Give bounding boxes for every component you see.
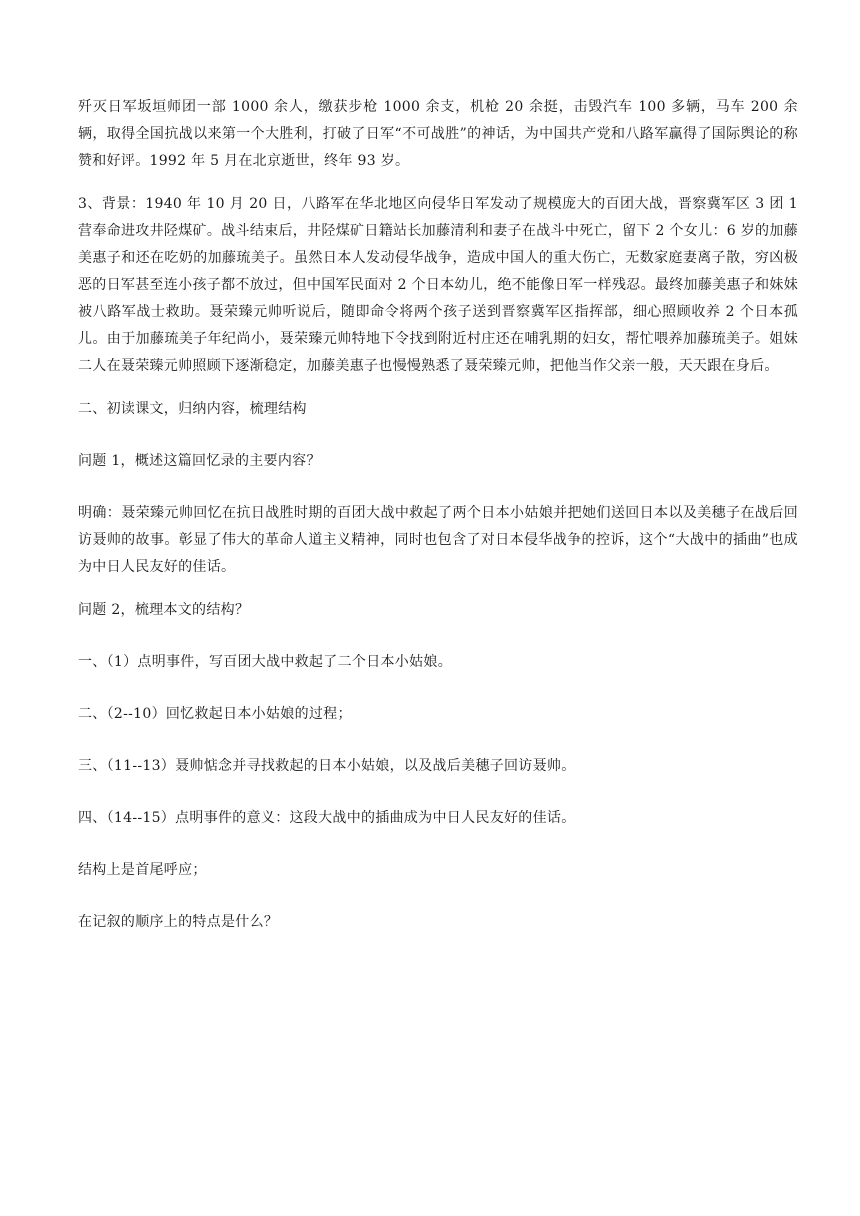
question-2: 问题 2，梳理本文的结构？ (78, 602, 250, 618)
paragraph-background: 3、背景：1940 年 10 月 20 日，八路军在华北地区向侵华日军发动了规模庞大的百团大战，晋察冀军区 3 团 1 营奉命进攻井陉煤矿。战斗结束后，井陉煤矿日籍站长加藤清利和妻子在战斗中死亡，留下 2 个女儿：6 岁的加藤美惠子和还在吃奶的加藤琉美子。虽然日本人发动侵华战争，造成中国人的重大伤亡，无数家庭妻离子散，穷凶极恶的日军甚至连小孩子都不放过，但中国军民面对 2 个日本幼儿，绝不能像日军一样残忍。最终加藤美惠子和妹妹被八路军战士救助。聂荣臻元帅听说后，随即命令将两个孩子送到晋察冀军区指挥部，细心照顾收养 2 个日本孤儿。由于加藤琉美子年纪尚小，聂荣臻元帅特地下令找到附近村庄还在哺乳期的妇女，帮忙喂养加藤琉美子。姐妹二人在聂荣臻元帅照顾下逐渐稳定，加藤美惠子也慢慢熟悉了聂荣臻元帅，把他当作父亲一般，天天跟在身后。 (78, 196, 798, 374)
document-body (78, 94, 798, 961)
structure-summary: 结构上是首尾呼应； (78, 862, 207, 878)
structure-part-2: 二、（2--10）回忆救起日本小姑娘的过程； (78, 706, 352, 722)
answer-1: 明确：聂荣臻元帅回忆在抗日战胜时期的百团大战中救起了两个日本小姑娘并把她们送回日本以及美穗子在战后回访聂帅的故事。彰显了伟大的革命人道主义精神，同时也包含了对日本侵华战争的控诉，这个“大战中的插曲”也成为中日人民友好的佳话。 (78, 505, 798, 575)
structure-part-3: 三、（11--13）聂帅惦念并寻找救起的日本小姑娘，以及战后美穗子回访聂帅。 (78, 758, 576, 774)
paragraph-biography-end: 歼灭日军坂垣师团一部 1000 余人，缴获步枪 1000 余支，机枪 20 余挺，击毁汽车 100 多辆，马车 200 余辆，取得全国抗战以来第一个大胜利，打破了日军“不可战胜”的神话，为中国共产党和八路军赢得了国际舆论的称赞和好评。1992 年 5 月在北京逝世，终年 93 岁。 (78, 99, 798, 169)
question-1: 问题 1，概述这篇回忆录的主要内容？ (78, 453, 321, 469)
section-heading-first-reading: 二、初读课文，归纳内容，梳理结构 (78, 401, 307, 417)
structure-part-1: 一、（1）点明事件，写百团大战中救起了二个日本小姑娘。 (78, 654, 453, 670)
question-narrative-order: 在记叙的顺序上的特点是什么？ (78, 914, 279, 930)
structure-part-4: 四、（14--15）点明事件的意义：这段大战中的插曲成为中日人民友好的佳话。 (78, 810, 576, 826)
